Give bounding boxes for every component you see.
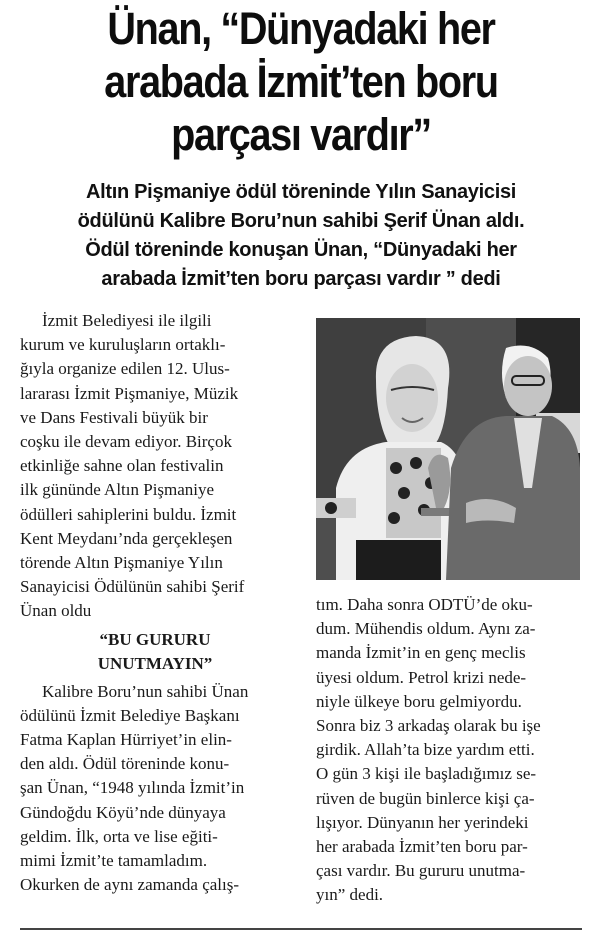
subhead-line-2: UNUTMAYIN” [97,653,213,673]
body-line: ödülleri sahiplerini buldu. İzmit [20,504,237,524]
body-line: niyle ülkeye boru gelmiyordu. [316,691,522,711]
body-line: kurum ve kuruluşların ortaklı- [20,335,226,355]
award-photo-illustration [316,318,580,580]
body-line: lışıyor. Dünyanın her yerindeki [316,812,529,832]
quote-paragraph [20,680,300,898]
award-photo [316,318,580,580]
body-line: İzmit Belediyesi ile ilgili [42,311,212,330]
body-line: tım. Daha sonra ODTÜ’de oku- [316,595,533,614]
left-column [20,309,300,897]
body-line: O gün 3 kişi ile başladığımız se- [316,764,537,784]
body-line: etkinliğe sahne olan festivalin [20,456,224,476]
body-line: den aldı. Ödül töreninde konu- [20,754,230,774]
bottom-divider [20,928,582,930]
body-line: Kent Meydanı’nda gerçekleşen [20,528,233,548]
deck-line-1: Altın Pişmaniye ödül töreninde Yılın Sanayicisi [85,181,517,203]
article-deck [0,178,602,294]
body-line: dum. Mühendis oldum. Aynı za- [316,619,536,639]
deck-line-4: arabada İzmit’ten boru parçası vardır ” dedi [101,268,501,290]
body-line: her arabada İzmit’ten boru par- [316,837,528,857]
body-line: Sonra biz 3 arkadaş olarak bu işe [316,716,541,736]
body-line: üyesi oldum. Petrol krizi nede- [316,667,527,687]
body-line: Ünan oldu [20,601,92,621]
intro-paragraph [20,309,300,624]
right-column [316,593,588,908]
body-line: ve Dans Festivali büyük bir [20,407,208,427]
body-line: ğıyla organize edilen 12. Ulus- [20,359,230,379]
body-line: lararası İzmit Pişmaniye, Müzik [20,383,239,403]
section-subhead [20,628,290,676]
deck-line-2: ödülünü Kalibre Boru’nun sahibi Şerif Ünan aldı. [77,210,525,232]
body-line: mimi İzmit’te tamamladım. [20,851,208,871]
body-line: Kalibre Boru’nun sahibi Ünan [42,681,249,701]
headline-line-3: parçası vardır” [171,109,431,160]
body-line: manda İzmit’in en genç meclis [316,643,526,663]
headline-line-1: Ünan, “Dünyadaki her [107,3,495,54]
body-line: törende Altın Pişmaniye Yılın [20,553,223,573]
body-line: ilk gününde Altın Pişmaniye [20,480,215,500]
body-line: Okurken de aynı zamanda çalış- [20,875,240,895]
body-line: coşku ile devam ediyor. Birçok [20,432,232,452]
body-line: çası vardır. Bu gururu unutma- [316,861,526,881]
body-line: geldim. İlk, orta ve lise eğiti- [20,826,218,846]
headline-line-2: arabada İzmit’ten boru [104,56,498,107]
subhead-line-1: “BU GURURU [99,629,211,649]
body-line: Gündoğdu Köyü’nde dünyaya [20,802,226,822]
body-line: şan Ünan, “1948 yılında İzmit’in [20,778,245,798]
body-line: rüven de bugün binlerce kişi ça- [316,788,535,808]
deck-line-3: Ödül töreninde konuşan Ünan, “Dünyadaki her [85,239,517,261]
body-line: Fatma Kaplan Hürriyet’in elin- [20,730,232,750]
article-headline [36,2,566,161]
body-line: girdik. Allah’ta bize yardım etti. [316,740,535,760]
body-line: ödülünü İzmit Belediye Başkanı [20,705,240,725]
body-line: Sanayicisi Ödülünün sahibi Şerif [20,577,245,597]
body-line: yın” dedi. [316,885,384,905]
